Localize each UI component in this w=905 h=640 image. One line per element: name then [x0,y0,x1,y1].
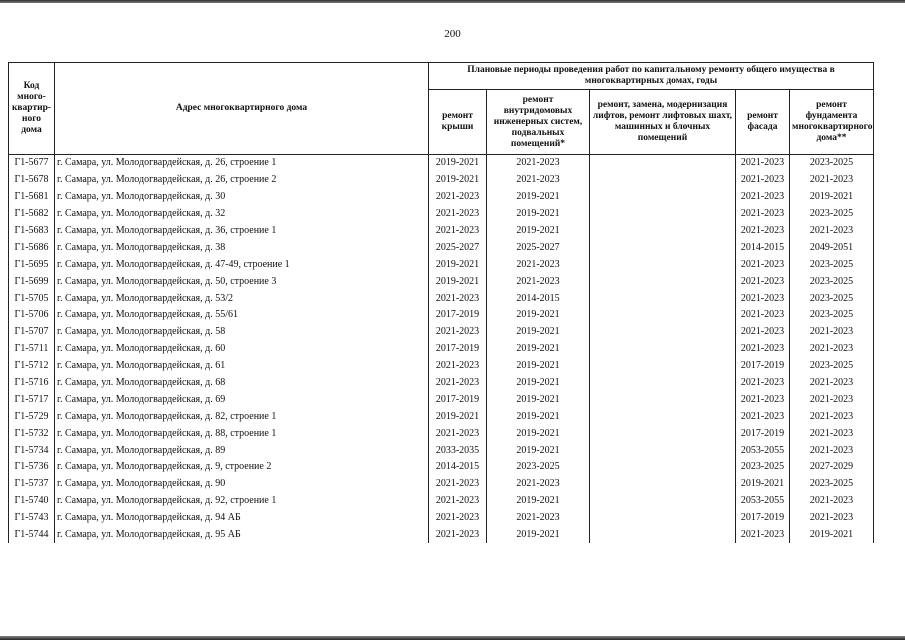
cell-roof: 2014-2015 [429,459,487,476]
cell-roof: 2025-2027 [429,239,487,256]
cell-foundation: 2021-2023 [790,324,874,341]
cell-systems: 2023-2025 [487,459,590,476]
cell-facade: 2021-2023 [736,290,790,307]
cell-code: Г1-5743 [9,510,55,527]
cell-roof: 2021-2023 [429,510,487,527]
cell-code: Г1-5734 [9,442,55,459]
cell-foundation: 2023-2025 [790,290,874,307]
cell-foundation: 2021-2023 [790,391,874,408]
cell-foundation: 2021-2023 [790,408,874,425]
cell-elevators [590,476,736,493]
cell-roof: 2021-2023 [429,290,487,307]
cell-elevators [590,527,736,544]
cell-facade: 2021-2023 [736,172,790,189]
cell-code: Г1-5686 [9,239,55,256]
table-row [9,476,874,493]
cell-foundation: 2049-2051 [790,239,874,256]
cell-roof: 2017-2019 [429,341,487,358]
cell-elevators [590,442,736,459]
cell-address: г. Самара, ул. Молодогвардейская, д. 38 [55,239,429,256]
cell-facade: 2021-2023 [736,256,790,273]
cell-code: Г1-5681 [9,189,55,206]
cell-roof: 2017-2019 [429,307,487,324]
cell-code: Г1-5707 [9,324,55,341]
cell-systems: 2019-2021 [487,391,590,408]
cell-roof: 2021-2023 [429,206,487,223]
cell-address: г. Самара, ул. Молодогвардейская, д. 60 [55,341,429,358]
cell-code: Г1-5683 [9,223,55,240]
table-row [9,375,874,392]
cell-address: г. Самара, ул. Молодогвардейская, д. 61 [55,358,429,375]
cell-elevators [590,408,736,425]
cell-elevators [590,510,736,527]
table-row [9,189,874,206]
cell-facade: 2053-2055 [736,493,790,510]
cell-foundation: 2023-2025 [790,307,874,324]
header-periods-group: Плановые периоды проведения работ по капитальному ремонту общего имущества в многоквартирных домах, годы [429,63,874,90]
capital-repair-table [8,62,874,543]
cell-code: Г1-5695 [9,256,55,273]
cell-systems: 2014-2015 [487,290,590,307]
cell-foundation: 2021-2023 [790,375,874,392]
cell-roof: 2019-2021 [429,256,487,273]
table-row [9,155,874,172]
cell-elevators [590,189,736,206]
cell-address: г. Самара, ул. Молодогвардейская, д. 32 [55,206,429,223]
cell-address: г. Самара, ул. Молодогвардейская, д. 30 [55,189,429,206]
cell-elevators [590,324,736,341]
cell-code: Г1-5699 [9,273,55,290]
cell-roof: 2021-2023 [429,527,487,544]
cell-roof: 2019-2021 [429,155,487,172]
cell-address: г. Самара, ул. Молодогвардейская, д. 53/2 [55,290,429,307]
cell-foundation: 2023-2025 [790,273,874,290]
cell-code: Г1-5736 [9,459,55,476]
cell-facade: 2019-2021 [736,476,790,493]
cell-systems: 2019-2021 [487,527,590,544]
cell-roof: 2019-2021 [429,408,487,425]
cell-foundation: 2021-2023 [790,341,874,358]
cell-address: г. Самара, ул. Молодогвардейская, д. 90 [55,476,429,493]
table-row [9,527,874,544]
table-row [9,408,874,425]
cell-facade: 2021-2023 [736,341,790,358]
cell-roof: 2019-2021 [429,273,487,290]
cell-elevators [590,375,736,392]
table-row [9,256,874,273]
header-facade: ремонт фасада [736,90,790,155]
cell-code: Г1-5706 [9,307,55,324]
cell-roof: 2017-2019 [429,391,487,408]
cell-foundation: 2021-2023 [790,223,874,240]
cell-code: Г1-5737 [9,476,55,493]
table-row [9,273,874,290]
cell-code: Г1-5717 [9,391,55,408]
cell-address: г. Самара, ул. Молодогвардейская, д. 36, строение 1 [55,223,429,240]
scan-bottom-edge [0,636,905,640]
cell-code: Г1-5740 [9,493,55,510]
table-row [9,442,874,459]
cell-facade: 2021-2023 [736,273,790,290]
cell-address: г. Самара, ул. Молодогвардейская, д. 58 [55,324,429,341]
cell-elevators [590,493,736,510]
cell-elevators [590,459,736,476]
cell-facade: 2017-2019 [736,358,790,375]
cell-code: Г1-5744 [9,527,55,544]
header-address: Адрес многоквартирного дома [55,63,429,155]
cell-systems: 2019-2021 [487,358,590,375]
cell-facade: 2017-2019 [736,425,790,442]
cell-code: Г1-5705 [9,290,55,307]
cell-facade: 2021-2023 [736,324,790,341]
cell-systems: 2021-2023 [487,155,590,172]
cell-roof: 2021-2023 [429,223,487,240]
table-row [9,223,874,240]
cell-systems: 2021-2023 [487,273,590,290]
cell-systems: 2019-2021 [487,189,590,206]
cell-code: Г1-5678 [9,172,55,189]
cell-systems: 2021-2023 [487,476,590,493]
cell-elevators [590,290,736,307]
cell-address: г. Самара, ул. Молодогвардейская, д. 94 АБ [55,510,429,527]
table-row [9,391,874,408]
cell-code: Г1-5729 [9,408,55,425]
table-row [9,206,874,223]
cell-elevators [590,425,736,442]
cell-systems: 2019-2021 [487,375,590,392]
cell-address: г. Самара, ул. Молодогвардейская, д. 69 [55,391,429,408]
cell-foundation: 2023-2025 [790,358,874,375]
table-row [9,459,874,476]
cell-address: г. Самара, ул. Молодогвардейская, д. 26, строение 1 [55,155,429,172]
cell-systems: 2019-2021 [487,408,590,425]
cell-foundation: 2023-2025 [790,476,874,493]
cell-address: г. Самара, ул. Молодогвардейская, д. 88, строение 1 [55,425,429,442]
cell-elevators [590,206,736,223]
cell-systems: 2019-2021 [487,307,590,324]
cell-address: г. Самара, ул. Молодогвардейская, д. 26, строение 2 [55,172,429,189]
cell-facade: 2053-2055 [736,442,790,459]
cell-code: Г1-5682 [9,206,55,223]
cell-code: Г1-5732 [9,425,55,442]
cell-address: г. Самара, ул. Молодогвардейская, д. 9, строение 2 [55,459,429,476]
cell-address: г. Самара, ул. Молодогвардейская, д. 89 [55,442,429,459]
cell-address: г. Самара, ул. Молодогвардейская, д. 95 АБ [55,527,429,544]
cell-foundation: 2021-2023 [790,172,874,189]
table-row [9,341,874,358]
cell-address: г. Самара, ул. Молодогвардейская, д. 68 [55,375,429,392]
cell-foundation: 2027-2029 [790,459,874,476]
cell-code: Г1-5677 [9,155,55,172]
header-roof: ремонт крыши [429,90,487,155]
cell-facade: 2021-2023 [736,307,790,324]
cell-systems: 2019-2021 [487,341,590,358]
cell-facade: 2023-2025 [736,459,790,476]
table-row [9,307,874,324]
cell-systems: 2019-2021 [487,223,590,240]
table-row [9,172,874,189]
cell-foundation: 2021-2023 [790,493,874,510]
cell-elevators [590,172,736,189]
cell-address: г. Самара, ул. Молодогвардейская, д. 50, строение 3 [55,273,429,290]
cell-elevators [590,256,736,273]
table-row [9,510,874,527]
cell-elevators [590,391,736,408]
cell-systems: 2019-2021 [487,324,590,341]
cell-systems: 2019-2021 [487,425,590,442]
cell-foundation: 2021-2023 [790,510,874,527]
cell-roof: 2021-2023 [429,425,487,442]
cell-facade: 2017-2019 [736,510,790,527]
scan-top-edge [0,0,905,3]
table-row [9,324,874,341]
page-number: 200 [444,28,461,40]
cell-roof: 2033-2035 [429,442,487,459]
cell-facade: 2021-2023 [736,206,790,223]
header-elevators: ремонт, замена, модернизация лифтов, ремонт лифтовых шахт, машинных и блочных помещений [590,90,736,155]
cell-systems: 2025-2027 [487,239,590,256]
cell-roof: 2021-2023 [429,375,487,392]
cell-foundation: 2021-2023 [790,442,874,459]
cell-systems: 2021-2023 [487,510,590,527]
cell-systems: 2021-2023 [487,256,590,273]
cell-address: г. Самара, ул. Молодогвардейская, д. 55/61 [55,307,429,324]
header-systems: ремонт внутридомовых инженерных систем, подвальных помещений* [487,90,590,155]
cell-foundation: 2019-2021 [790,189,874,206]
cell-roof: 2021-2023 [429,324,487,341]
cell-roof: 2019-2021 [429,172,487,189]
header-foundation: ремонт фундамента многоквартирного дома** [790,90,874,155]
cell-facade: 2021-2023 [736,155,790,172]
table-body [9,155,874,544]
cell-code: Г1-5716 [9,375,55,392]
table-row [9,358,874,375]
cell-systems: 2019-2021 [487,442,590,459]
cell-address: г. Самара, ул. Молодогвардейская, д. 92, строение 1 [55,493,429,510]
cell-foundation: 2021-2023 [790,425,874,442]
cell-foundation: 2019-2021 [790,527,874,544]
cell-elevators [590,307,736,324]
cell-elevators [590,341,736,358]
cell-facade: 2021-2023 [736,375,790,392]
cell-roof: 2021-2023 [429,493,487,510]
header-code: Код много-квартир-ного дома [9,63,55,155]
table-row [9,493,874,510]
cell-systems: 2021-2023 [487,172,590,189]
cell-facade: 2021-2023 [736,408,790,425]
cell-elevators [590,239,736,256]
cell-systems: 2019-2021 [487,206,590,223]
cell-foundation: 2023-2025 [790,155,874,172]
cell-roof: 2021-2023 [429,189,487,206]
cell-elevators [590,273,736,290]
table-row [9,239,874,256]
cell-facade: 2021-2023 [736,223,790,240]
cell-elevators [590,358,736,375]
cell-foundation: 2023-2025 [790,256,874,273]
cell-facade: 2021-2023 [736,189,790,206]
cell-code: Г1-5711 [9,341,55,358]
cell-elevators [590,223,736,240]
cell-facade: 2014-2015 [736,239,790,256]
cell-roof: 2021-2023 [429,476,487,493]
cell-elevators [590,155,736,172]
table-row [9,425,874,442]
cell-code: Г1-5712 [9,358,55,375]
cell-roof: 2021-2023 [429,358,487,375]
cell-address: г. Самара, ул. Молодогвардейская, д. 47-49, строение 1 [55,256,429,273]
cell-facade: 2021-2023 [736,391,790,408]
cell-facade: 2021-2023 [736,527,790,544]
cell-foundation: 2023-2025 [790,206,874,223]
cell-systems: 2019-2021 [487,493,590,510]
table-row [9,290,874,307]
cell-address: г. Самара, ул. Молодогвардейская, д. 82, строение 1 [55,408,429,425]
